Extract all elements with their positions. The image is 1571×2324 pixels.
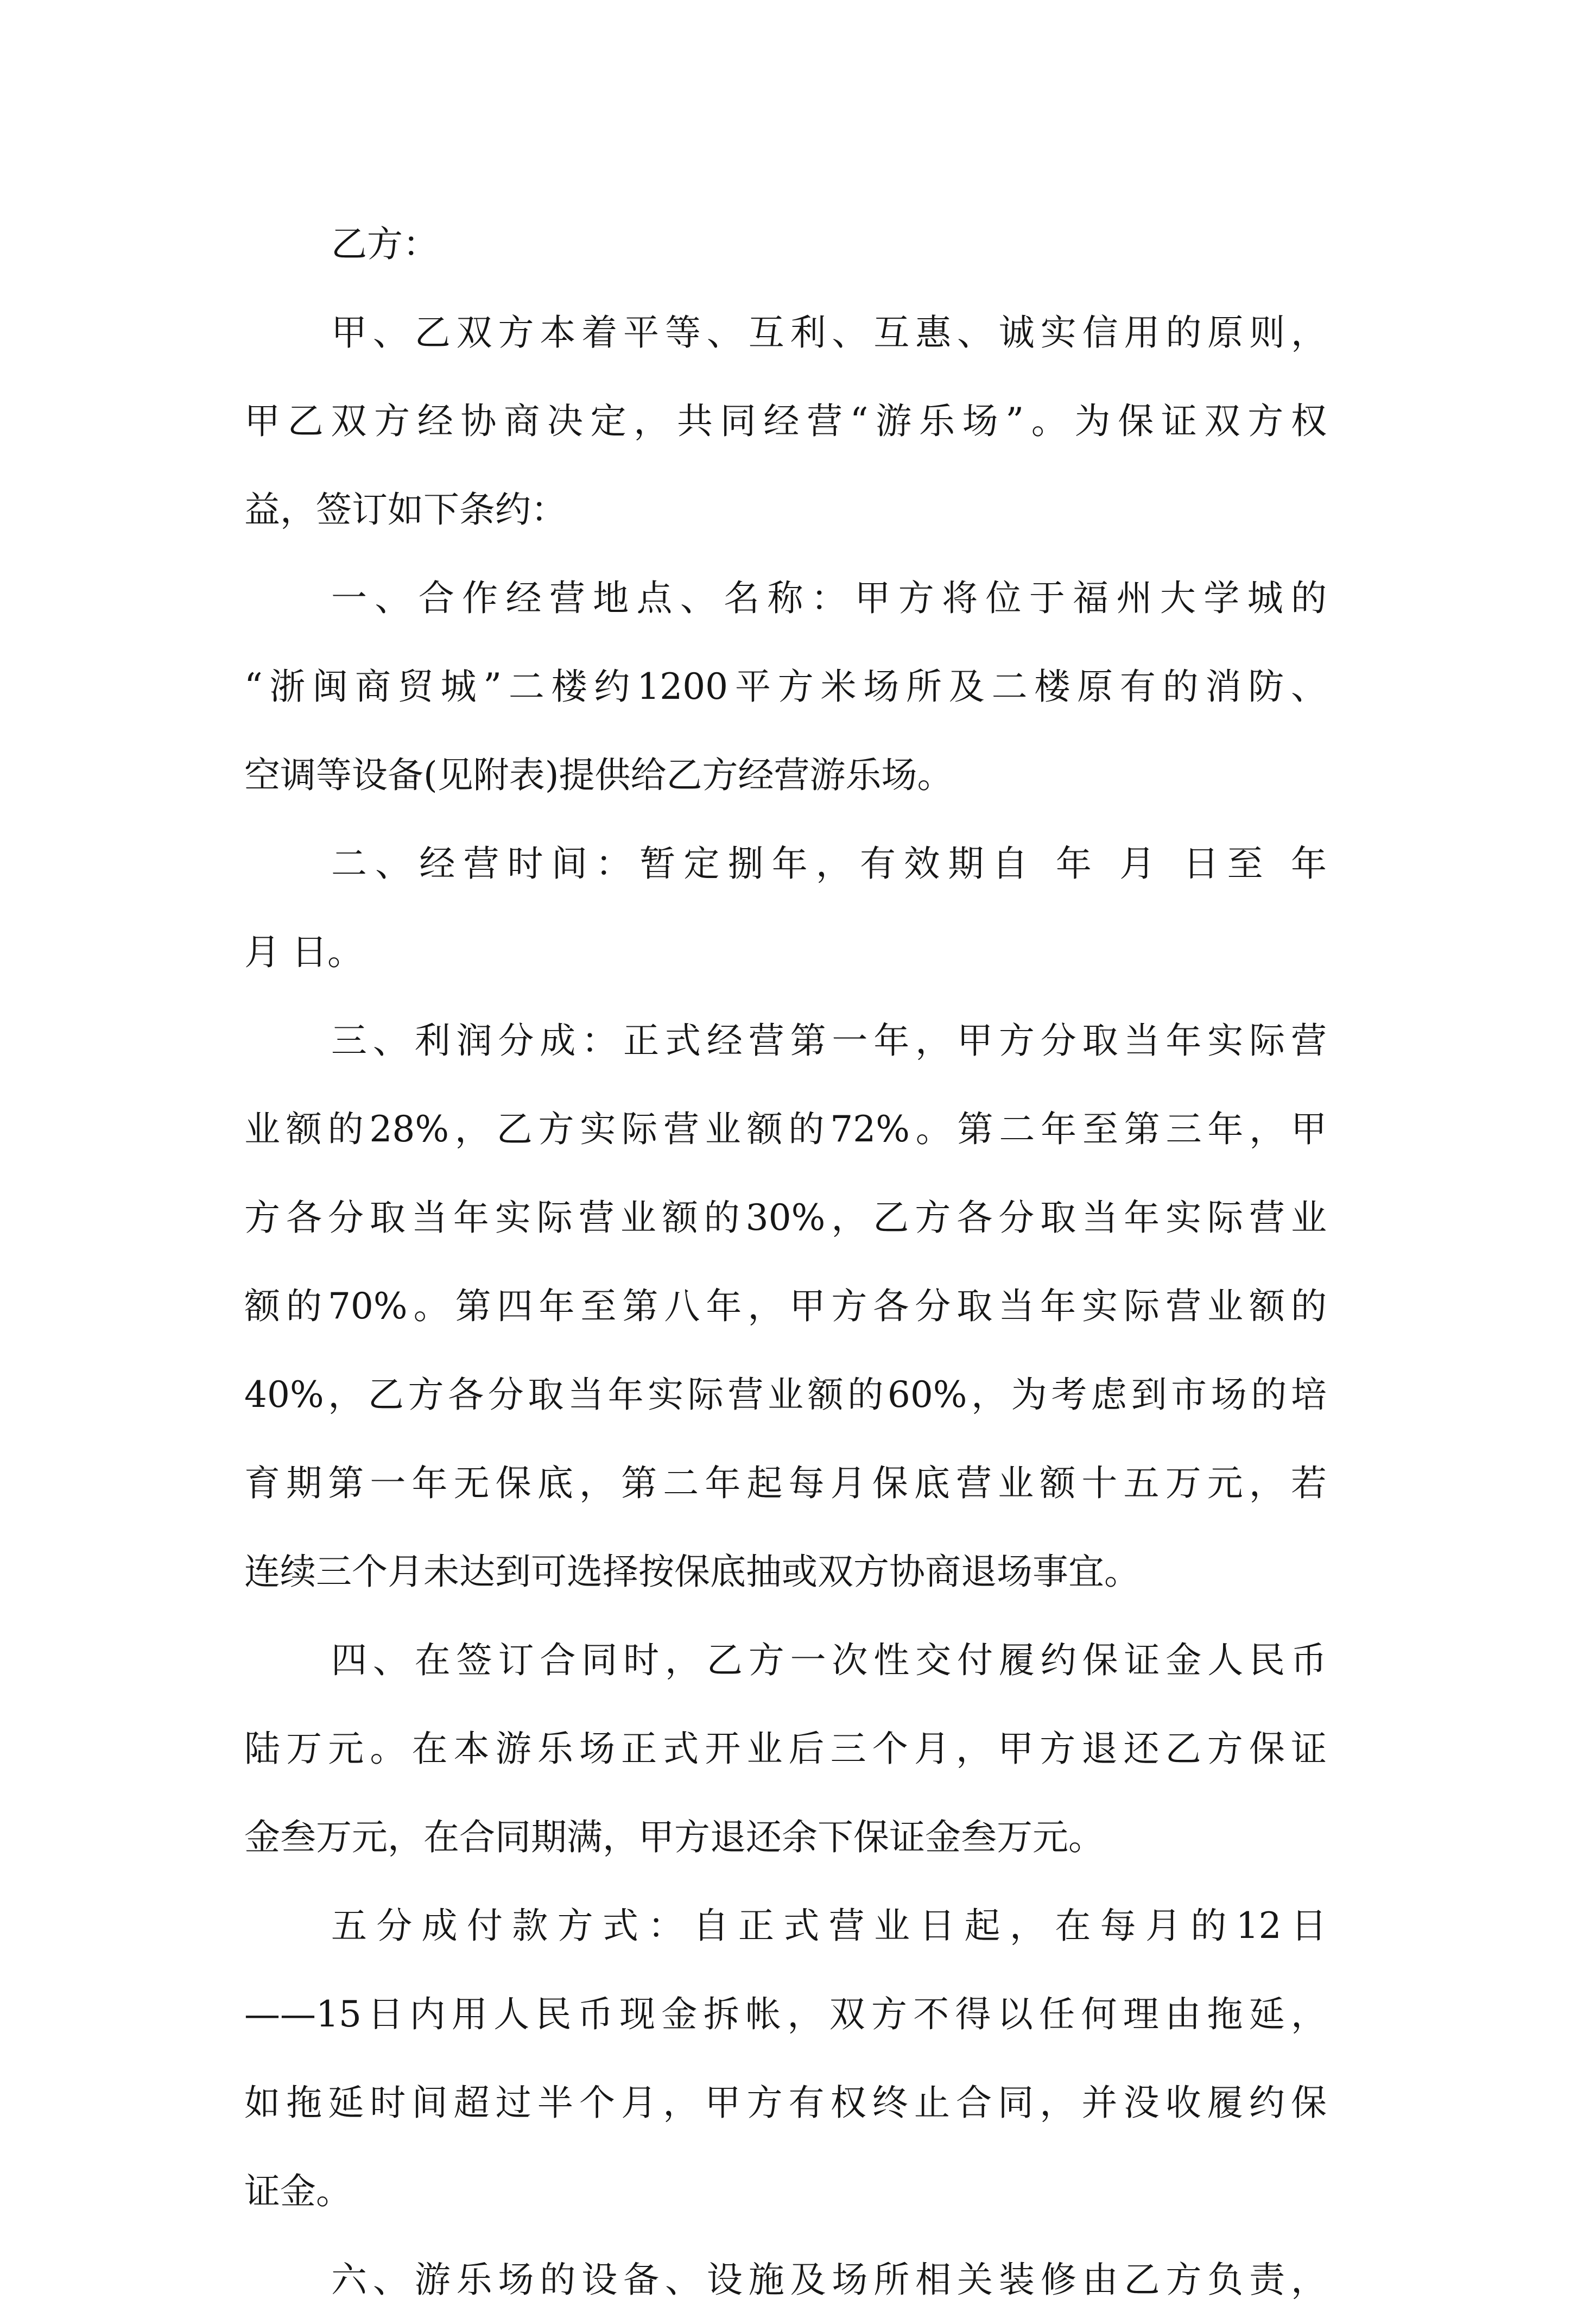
text-line: 育期第一年无保底，第二年起每月保底营业额十五万元，若 — [244, 1462, 1327, 1504]
text-line: ——15日内用人民币现金拆帐，双方不得以任何理由拖延， — [244, 1993, 1327, 2035]
clause-1-paragraph — [244, 554, 1327, 819]
text-line: 如拖延时间超过半个月，甲方有权终止合同，并没收履约保 — [244, 2082, 1327, 2124]
clause-2-paragraph — [244, 819, 1327, 996]
text-line: 连续三个月未达到可选择按保底抽或双方协商退场事宜。 — [244, 1551, 1140, 1593]
text-line: 额的70%。第四年至第八年，甲方各分取当年实际营业额的 — [244, 1285, 1327, 1327]
text-line: 业额的28%，乙方实际营业额的72%。第二年至第三年，甲 — [244, 1108, 1327, 1150]
text-line: 二、经营时间：暂定捌年，有效期自 年 月 日至 年 — [331, 843, 1327, 885]
text-line: 益，签订如下条约： — [244, 489, 567, 531]
text-line: 40%，乙方各分取当年实际营业额的60%，为考虑到市场的培 — [244, 1374, 1327, 1416]
text-line: 证金。 — [244, 2170, 352, 2212]
text-line: 六、游乐场的设备、设施及场所相关装修由乙方负责， — [331, 2259, 1327, 2301]
text-line: 三、利润分成：正式经营第一年，甲方分取当年实际营 — [331, 1020, 1327, 1062]
text-line: “浙闽商贸城”二楼约1200平方米场所及二楼原有的消防、 — [244, 666, 1327, 708]
text-line: 方各分取当年实际营业额的30%，乙方各分取当年实际营业 — [244, 1197, 1327, 1239]
preamble-paragraph — [244, 288, 1327, 554]
text-line: 月 日。 — [244, 931, 363, 973]
text-line: 乙方： — [331, 223, 439, 265]
text-line: 一、合作经营地点、名称：甲方将位于福州大学城的 — [331, 577, 1327, 619]
text-line: 四、在签订合同时，乙方一次性交付履约保证金人民币 — [331, 1639, 1327, 1681]
text-line: 陆万元。在本游乐场正式开业后三个月，甲方退还乙方保证 — [244, 1728, 1327, 1770]
text-line: 甲、乙双方本着平等、互利、互惠、诚实信用的原则， — [331, 312, 1327, 353]
party-b-label — [244, 200, 1327, 288]
clause-5-paragraph — [244, 1881, 1327, 2235]
contract-body — [244, 200, 1327, 2324]
text-line: 甲乙双方经协商决定，共同经营“游乐场”。为保证双方权 — [244, 400, 1327, 442]
clause-4-paragraph — [244, 1616, 1327, 1881]
text-line: 五分成付款方式：自正式营业日起，在每月的12日 — [331, 1905, 1327, 1947]
text-line: 空调等设备(见附表)提供给乙方经营游乐场。 — [244, 754, 953, 796]
clause-3-paragraph — [244, 996, 1327, 1616]
clause-6-paragraph — [244, 2235, 1327, 2324]
text-line: 金叁万元，在合同期满，甲方退还余下保证金叁万元。 — [244, 1816, 1104, 1858]
